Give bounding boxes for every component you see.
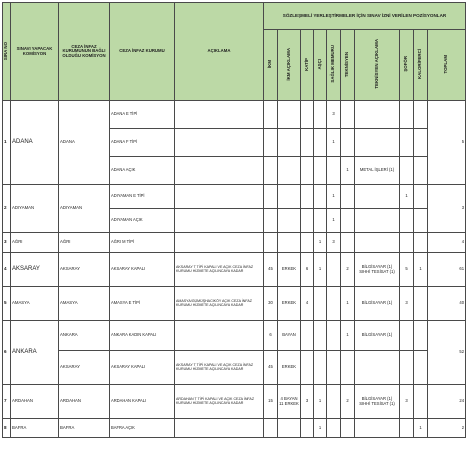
table-row	[3, 287, 466, 321]
cell-ikm-aciklama	[278, 129, 301, 157]
table-row	[3, 253, 466, 287]
row-kurum: ADIYAMAN	[59, 185, 110, 233]
row-kurum: BAFRA	[59, 419, 110, 438]
cell-saglik	[327, 351, 341, 385]
cell-teknisyen: 1	[341, 157, 355, 185]
cell-ikm-aciklama: ERKEK	[278, 253, 301, 287]
header-sofor: ŞOFÖR	[400, 30, 414, 101]
cell-sofor	[400, 321, 414, 351]
cell-kaloriferci: 1	[414, 253, 428, 287]
cell-kaloriferci: 1	[414, 419, 428, 438]
cell-teknisyen	[341, 129, 355, 157]
header-teknisyen-aciklama: TEKNİSYEN AÇIKLAMA	[355, 30, 400, 101]
cell-toplam: 5	[428, 101, 466, 185]
cell-asci	[314, 287, 327, 321]
cell-ikm	[264, 209, 278, 233]
header-toplam: TOPLAM	[428, 30, 466, 101]
cell-teknisyen	[341, 233, 355, 253]
cell-ikm-aciklama: 4 BAYAN 11 ERKEK	[278, 385, 301, 419]
cell-teknisyen-aciklama: BİLGİSAYAR (1)	[355, 321, 400, 351]
row-aciklama: AKSARAY T TİPİ KAPALI VE AÇIK CEZA İNFAZ KURUMU HİZMETE AÇILINCAYA KADAR	[175, 351, 264, 385]
row-sira: 1	[3, 101, 11, 185]
cell-ikm-aciklama	[278, 185, 301, 209]
cell-katip	[301, 185, 314, 209]
cell-toplam: 2	[428, 419, 466, 438]
cell-saglik	[327, 157, 341, 185]
header-ceza-infaz: CEZA İNFAZ KURUMU	[110, 3, 175, 101]
cell-teknisyen-aciklama	[355, 129, 400, 157]
cell-ikm-aciklama	[278, 419, 301, 438]
row-aciklama	[175, 321, 264, 351]
cell-katip: 3	[301, 385, 314, 419]
cell-teknisyen-aciklama: BİLGİSAYAR (1) SIHHİ TESİSAT (1)	[355, 385, 400, 419]
row-ceza-infaz: AKSARAY KAPALI	[110, 351, 175, 385]
cell-asci	[314, 101, 327, 129]
cell-teknisyen-aciklama	[355, 209, 400, 233]
cell-teknisyen-aciklama	[355, 419, 400, 438]
cell-kaloriferci	[414, 385, 428, 419]
cell-kaloriferci	[414, 351, 428, 385]
cell-asci: 1	[314, 253, 327, 287]
row-kurum: ANKARA	[59, 321, 110, 351]
row-komisyon: AKSARAY	[11, 253, 59, 287]
cell-kaloriferci	[414, 233, 428, 253]
row-komisyon: AĞRI	[11, 233, 59, 253]
cell-katip: 6	[301, 253, 314, 287]
cell-asci	[314, 157, 327, 185]
table-row	[3, 321, 466, 351]
row-aciklama: ARDAHAN T TİPİ KAPALI VE AÇIK CEZA İNFAZ KURUMU HİZMETE AÇILINCAYA KADAR	[175, 385, 264, 419]
cell-saglik: 3	[327, 101, 341, 129]
cell-saglik	[327, 287, 341, 321]
row-aciklama	[175, 129, 264, 157]
table-row	[3, 385, 466, 419]
row-aciklama	[175, 233, 264, 253]
row-ceza-infaz: BAFRA AÇIK	[110, 419, 175, 438]
cell-ikm: 15	[264, 385, 278, 419]
cell-teknisyen-aciklama: METAL İŞLERİ (1)	[355, 157, 400, 185]
row-kurum: AĞRI	[59, 233, 110, 253]
row-kurum: ADANA	[59, 101, 110, 185]
row-ceza-infaz: ADIYAMAN AÇIK	[110, 209, 175, 233]
table-row	[3, 185, 466, 209]
table-row	[3, 351, 466, 385]
cell-asci: 1	[314, 233, 327, 253]
row-ceza-infaz: AĞRI M TİPİ	[110, 233, 175, 253]
cell-teknisyen	[341, 419, 355, 438]
cell-ikm: 6	[264, 321, 278, 351]
row-aciklama	[175, 419, 264, 438]
cell-ikm	[264, 157, 278, 185]
cell-saglik: 1	[327, 129, 341, 157]
cell-saglik: 3	[327, 233, 341, 253]
cell-ikm-aciklama: ERKEK	[278, 351, 301, 385]
cell-kaloriferci	[414, 101, 428, 129]
header-ikm: İKM	[264, 30, 278, 101]
cell-kaloriferci	[414, 129, 428, 157]
row-aciklama: AKSARAY T TİPİ KAPALI VE AÇIK CEZA İNFAZ KURUMU HİZMETE AÇILINCAYA KADAR	[175, 253, 264, 287]
cell-ikm-aciklama: BAYAN	[278, 321, 301, 351]
row-komisyon: ANKARA	[11, 321, 59, 385]
cell-asci	[314, 351, 327, 385]
header-katip: KATİP	[301, 30, 314, 101]
cell-teknisyen: 2	[341, 385, 355, 419]
row-sira: 5	[3, 287, 11, 321]
row-ceza-infaz: ARDAHAN KAPALI	[110, 385, 175, 419]
cell-asci	[314, 209, 327, 233]
cell-ikm	[264, 233, 278, 253]
row-sira: 8	[3, 419, 11, 438]
header-kaloriferci: KALORİFERCİ	[414, 30, 428, 101]
cell-sofor: 3	[400, 287, 414, 321]
cell-katip	[301, 351, 314, 385]
cell-sofor: 3	[400, 385, 414, 419]
row-sira: 3	[3, 233, 11, 253]
row-komisyon: ARDAHAN	[11, 385, 59, 419]
cell-katip: 4	[301, 287, 314, 321]
cell-toplam: 61	[428, 253, 466, 287]
cell-saglik: 1	[327, 209, 341, 233]
cell-ikm	[264, 129, 278, 157]
row-sira: 7	[3, 385, 11, 419]
cell-kaloriferci	[414, 321, 428, 351]
cell-teknisyen-aciklama: BİLGİSAYAR (1) SIHHİ TESİSAT (1)	[355, 253, 400, 287]
cell-teknisyen-aciklama: BİLGİSAYAR (1)	[355, 287, 400, 321]
row-kurum: AKSARAY	[59, 351, 110, 385]
row-kurum: ARDAHAN	[59, 385, 110, 419]
row-aciklama	[175, 101, 264, 129]
cell-toplam: 24	[428, 385, 466, 419]
cell-asci	[314, 185, 327, 209]
row-aciklama	[175, 157, 264, 185]
cell-katip	[301, 209, 314, 233]
cell-ikm-aciklama	[278, 101, 301, 129]
cell-teknisyen	[341, 209, 355, 233]
cell-kaloriferci	[414, 157, 428, 185]
cell-saglik	[327, 321, 341, 351]
cell-sofor: 1	[400, 185, 414, 209]
row-ceza-infaz: ADIYAMAN E TİPİ	[110, 185, 175, 209]
row-komisyon: BAFRA	[11, 419, 59, 438]
cell-sofor	[400, 419, 414, 438]
cell-kaloriferci	[414, 287, 428, 321]
cell-asci	[314, 321, 327, 351]
cell-ikm	[264, 419, 278, 438]
header-bagli-kurum: CEZA İNFAZ KURUMUNUN BAĞLI OLDUĞU KOMİSYON	[59, 3, 110, 101]
row-ceza-infaz: ADANA AÇIK	[110, 157, 175, 185]
row-sira: 4	[3, 253, 11, 287]
row-ceza-infaz: ADANA E TİPİ	[110, 101, 175, 129]
row-aciklama	[175, 209, 264, 233]
cell-sofor	[400, 233, 414, 253]
cell-asci: 1	[314, 385, 327, 419]
cell-teknisyen: 2	[341, 253, 355, 287]
cell-sofor	[400, 157, 414, 185]
row-ceza-infaz: ANKARA KADIN KAPALI	[110, 321, 175, 351]
header-ikm-aciklama: İKM AÇIKLAMA	[278, 30, 301, 101]
row-komisyon: ADIYAMAN	[11, 185, 59, 233]
row-komisyon: ADANA	[11, 101, 59, 185]
header-komisyon: SINAVI YAPACAK KOMİSYON	[11, 3, 59, 101]
header-teknisyen: TEKNİSYEN	[341, 30, 355, 101]
header-saglik-memuru: SAĞLIK MEMURU	[327, 30, 341, 101]
cell-ikm: 30	[264, 287, 278, 321]
cell-katip	[301, 233, 314, 253]
row-ceza-infaz: AKSARAY KAPALI	[110, 253, 175, 287]
cell-saglik	[327, 253, 341, 287]
row-aciklama: AMASYA/GÜMÜŞHACIKÖY AÇIK CEZA İNFAZ KURUMU HİZMETE AÇILINCAYA KADAR	[175, 287, 264, 321]
row-ceza-infaz: ADANA F TİPİ	[110, 129, 175, 157]
cell-sofor	[400, 351, 414, 385]
cell-kaloriferci	[414, 209, 428, 233]
row-ceza-infaz: AMASYA E TİPİ	[110, 287, 175, 321]
table-row	[3, 419, 466, 438]
cell-teknisyen-aciklama	[355, 185, 400, 209]
cell-toplam: 3	[428, 185, 466, 233]
row-komisyon: AMASYA	[11, 287, 59, 321]
positions-table	[2, 2, 466, 438]
cell-teknisyen: 1	[341, 287, 355, 321]
cell-toplam: 40	[428, 287, 466, 321]
cell-teknisyen	[341, 101, 355, 129]
cell-ikm-aciklama	[278, 209, 301, 233]
row-kurum: AMASYA	[59, 287, 110, 321]
cell-ikm: 45	[264, 253, 278, 287]
cell-ikm: 45	[264, 351, 278, 385]
header-asci: AŞÇI	[314, 30, 327, 101]
cell-sofor	[400, 209, 414, 233]
table-row	[3, 101, 466, 129]
row-kurum: AKSARAY	[59, 253, 110, 287]
cell-teknisyen: 1	[341, 321, 355, 351]
row-sira: 2	[3, 185, 11, 233]
header-sira-no: SIRA NO	[3, 3, 11, 101]
cell-kaloriferci	[414, 185, 428, 209]
cell-toplam: 4	[428, 233, 466, 253]
cell-sofor	[400, 101, 414, 129]
cell-ikm-aciklama	[278, 157, 301, 185]
cell-teknisyen-aciklama	[355, 233, 400, 253]
row-aciklama	[175, 185, 264, 209]
cell-teknisyen-aciklama	[355, 101, 400, 129]
cell-ikm	[264, 101, 278, 129]
cell-katip	[301, 101, 314, 129]
cell-toplam: 52	[428, 321, 466, 385]
cell-asci: 1	[314, 419, 327, 438]
cell-teknisyen	[341, 351, 355, 385]
header-aciklama: AÇIKLAMA	[175, 3, 264, 101]
cell-ikm-aciklama: ERKEK	[278, 287, 301, 321]
cell-ikm	[264, 185, 278, 209]
cell-saglik	[327, 419, 341, 438]
cell-saglik	[327, 385, 341, 419]
table-row	[3, 233, 466, 253]
cell-asci	[314, 129, 327, 157]
cell-katip	[301, 129, 314, 157]
cell-sofor: 5	[400, 253, 414, 287]
cell-teknisyen-aciklama	[355, 351, 400, 385]
cell-katip	[301, 419, 314, 438]
cell-ikm-aciklama	[278, 233, 301, 253]
cell-teknisyen	[341, 185, 355, 209]
row-sira: 6	[3, 321, 11, 385]
header-top-title: SÖZLEŞMELİ YERLEŞTİRMELER İÇİN SINAV İZNİ VERİLEN POZİSYONLAR	[264, 3, 466, 30]
cell-sofor	[400, 129, 414, 157]
cell-saglik: 1	[327, 185, 341, 209]
cell-katip	[301, 321, 314, 351]
cell-katip	[301, 157, 314, 185]
